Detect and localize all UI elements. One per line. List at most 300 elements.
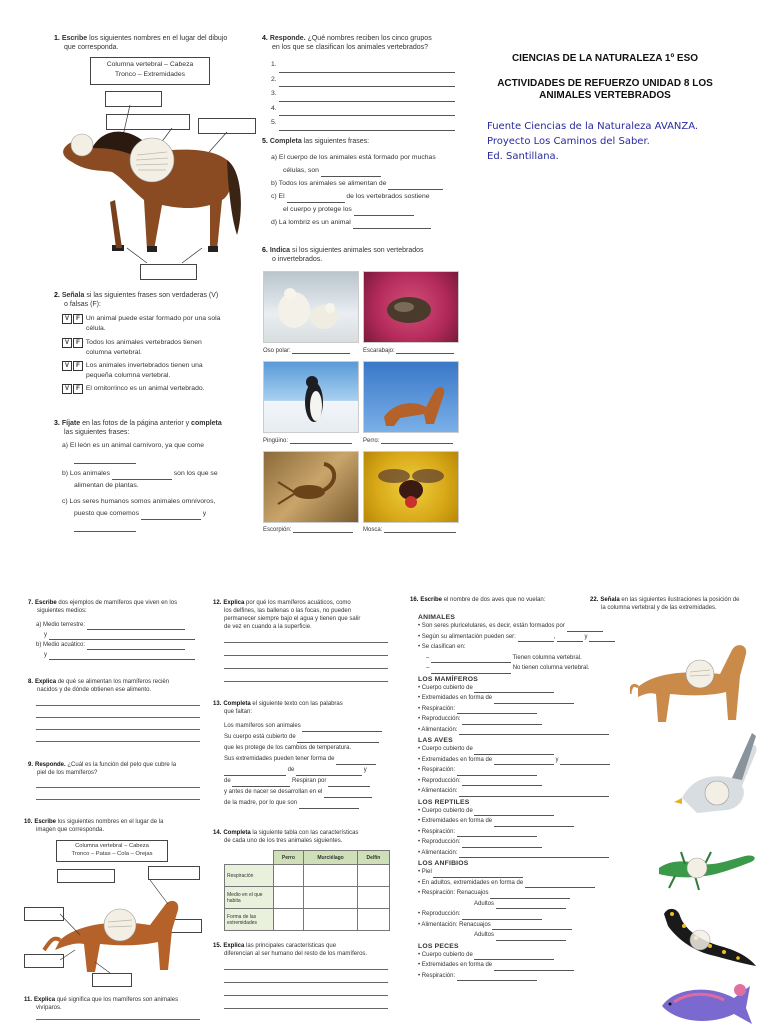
answer-line[interactable]	[36, 717, 200, 718]
caption-beetle	[363, 346, 454, 354]
table-header: Perro	[273, 851, 304, 865]
statement-text-cont: célula.	[86, 325, 106, 332]
page-title: CIENCIAS DE LA NATURALEZA 1º ESO	[511, 53, 699, 64]
question-text: dos ejemplos de mamíferos que viven en los	[56, 600, 178, 606]
question-number: 13.	[213, 701, 222, 707]
false-checkbox[interactable]: F	[73, 314, 83, 324]
question-text: si los siguientes animales son vertebrados	[290, 247, 424, 254]
answer-line[interactable]	[431, 655, 511, 663]
bullet-text: • Reproducción:	[418, 777, 461, 784]
answer-line[interactable]	[494, 963, 574, 971]
section-heading-reptiles: LOS REPTILES	[418, 798, 470, 806]
bullet-text: • Extremidades en forma de	[418, 962, 493, 968]
question-verb: Explica	[223, 600, 245, 606]
caption-text: Escarabajo:	[363, 348, 395, 354]
question-verb: Escribe	[420, 597, 443, 603]
conjunction: y	[44, 652, 47, 658]
caption-text: Mosca:	[363, 527, 383, 533]
q5-sentence-a-cont: células, son	[283, 167, 319, 174]
true-checkbox[interactable]: V	[62, 314, 72, 324]
answer-line[interactable]	[459, 789, 609, 797]
question-number: 15.	[213, 943, 222, 949]
question-6	[262, 246, 467, 264]
question-verb: Señala	[61, 292, 85, 299]
bullet-text: • Piel	[418, 869, 432, 875]
question-verb: Señala	[600, 597, 620, 603]
conjunction: y	[555, 756, 559, 763]
question-verb: Responde.	[35, 762, 66, 768]
caption-dog	[363, 436, 453, 444]
answer-line[interactable]	[87, 642, 185, 650]
question-16	[410, 596, 590, 604]
answer-line[interactable]	[321, 169, 381, 177]
word-box-line2: Tronco – Extremidades	[114, 71, 185, 78]
question-text-cont: los delfines, las ballenas o las focas, no pueden	[224, 608, 352, 614]
answer-line[interactable]	[279, 108, 455, 116]
question-text-cont: la columna vertebral y de las extremidades.	[601, 605, 717, 611]
q4-list	[271, 58, 461, 131]
unit-subtitle-line2: ANIMALES VERTEBRADOS	[539, 90, 671, 101]
table-cell[interactable]	[273, 909, 304, 931]
bullet-text: • Extremidades en forma de	[418, 695, 493, 701]
unit-subtitle-line1: ACTIVIDADES DE REFUERZO UNIDAD 8 LOS	[497, 78, 713, 89]
list-number: 5.	[271, 119, 277, 126]
caption-text: Perro:	[363, 438, 380, 444]
answer-line[interactable]	[431, 666, 511, 674]
section-heading-fish: LOS PECES	[418, 942, 459, 950]
bullet-text: Tienen columna vertebral.	[512, 654, 582, 661]
question-text-cont: en los que se clasifican los animales vertebrados?	[272, 44, 429, 51]
conjunction: y	[44, 632, 47, 638]
answer-line[interactable]	[36, 741, 200, 742]
q5-sentence-d: d) La lombriz es un animal	[271, 219, 351, 226]
bullet-text: • Son seres pluricelulares, es decir, están formados por	[418, 623, 565, 629]
question-text-cont: o falsas (F):	[64, 301, 101, 308]
answer-line[interactable]	[459, 850, 609, 858]
caption-text: Pingüino:	[263, 438, 289, 444]
bullet-text: • Alimentación:	[418, 849, 458, 856]
question-text: las siguientes frases:	[301, 138, 370, 145]
answer-line[interactable]	[496, 901, 566, 909]
answer-line[interactable]	[36, 705, 200, 706]
source-line2: Proyecto Los Caminos del Saber.	[487, 136, 650, 147]
question-verb: Escribe	[34, 819, 57, 825]
table-cell[interactable]	[357, 887, 389, 909]
question-number: 11.	[24, 997, 33, 1003]
conjunction: y	[584, 633, 588, 640]
q5-sentence-c-cont: de los vertebrados sostiene	[346, 193, 430, 200]
dash: –	[426, 665, 430, 671]
table-row-header: Respiración	[225, 865, 274, 887]
answer-line[interactable]	[496, 933, 566, 941]
answer-line[interactable]	[324, 790, 372, 798]
answer-line[interactable]	[492, 922, 572, 930]
answer-line[interactable]	[354, 208, 414, 216]
q13-text	[224, 721, 392, 809]
question-15	[213, 942, 393, 958]
list-number: 3.	[271, 90, 277, 97]
question-14	[213, 829, 393, 845]
question-number: 22.	[590, 597, 599, 603]
question-text-cont: permanecer siempre bajo el agua y tienen que salir	[224, 616, 361, 622]
q13-word: de	[287, 767, 295, 773]
answer-line[interactable]	[381, 436, 453, 444]
list-number: 1.	[271, 61, 277, 68]
question-text: los siguientes nombres en el lugar del dibujo	[87, 35, 228, 42]
question-2	[54, 291, 259, 309]
table-header: Murciélago	[304, 851, 358, 865]
answer-line[interactable]	[141, 512, 201, 520]
bullet-text: • Alimentación: Renacuajos	[418, 921, 491, 928]
statement-text: Los animales invertebrados tienen una	[85, 362, 203, 369]
bullet-text: Adultos	[474, 900, 495, 907]
question-text: por qué los mamíferos acuáticos, como	[244, 600, 351, 606]
answer-line[interactable]	[396, 346, 454, 354]
question-text-cont: las siguientes frases:	[64, 429, 130, 436]
answer-line[interactable]	[36, 787, 200, 788]
answer-line[interactable]	[494, 757, 554, 765]
fly-photo	[363, 451, 459, 523]
table-cell[interactable]	[357, 909, 389, 931]
answer-line[interactable]	[49, 652, 195, 660]
q3-sentence-b-end: alimentan de plantas.	[74, 482, 139, 489]
q3-sentence-c-cont: puesto que comemos	[74, 510, 139, 517]
bullet-text: • Alimentación:	[418, 726, 458, 733]
answer-line[interactable]	[557, 634, 583, 642]
question-text: el nombre de dos aves que no vuelan:	[442, 597, 546, 603]
question-number: 8.	[28, 679, 34, 685]
question-text-cont: o invertebrados.	[272, 256, 323, 263]
scorpion-icon	[264, 452, 358, 522]
answer-line[interactable]	[279, 65, 455, 73]
question-number: 10.	[24, 819, 33, 825]
answer-line[interactable]	[567, 624, 603, 632]
q13-line: Sus extremidades pueden tener forma de	[224, 756, 335, 762]
answer-line[interactable]	[474, 685, 554, 693]
q3-sentence-b: b) Los animales	[62, 470, 110, 477]
q13-line: y antes de nacer se desarrollan en el	[224, 789, 323, 795]
question-text: en las fotos de la página anterior y	[80, 420, 192, 427]
caption-text: Escorpión:	[263, 527, 292, 533]
question-verb-2: completa	[191, 420, 222, 427]
answer-line[interactable]	[462, 840, 542, 848]
fish-illustration	[654, 980, 754, 1024]
answer-line[interactable]	[74, 524, 136, 532]
answer-line[interactable]	[112, 472, 172, 480]
answer-line[interactable]	[457, 768, 537, 776]
caption-polar-bear	[263, 346, 350, 354]
salamander-illustration	[660, 900, 760, 972]
answer-line[interactable]	[74, 456, 136, 464]
question-text-cont: de vez en cuando a la superficie.	[224, 624, 312, 630]
beetle-icon	[364, 272, 458, 342]
answer-line[interactable]	[279, 94, 455, 102]
table-header: Delfín	[357, 851, 389, 865]
tf-statement	[62, 314, 257, 338]
question-text-cont: piel de los mamíferos?	[37, 770, 98, 776]
q3-sentence-b-cont: son los que se	[173, 470, 218, 477]
q3-sentence-c: c) Los seres humanos somos animales omnívoros,	[62, 498, 216, 505]
table-row-header: Forma de las extremidades	[225, 909, 274, 931]
table-cell[interactable]	[304, 865, 358, 887]
question-number: 14.	[213, 830, 222, 836]
caption-scorpion	[263, 525, 353, 533]
question-5	[262, 137, 467, 146]
answer-line[interactable]	[36, 1019, 200, 1020]
question-number: 9.	[28, 762, 34, 768]
source-credit	[487, 119, 698, 164]
answer-line[interactable]	[474, 808, 554, 816]
question-number: 6.	[262, 247, 268, 254]
answer-line[interactable]	[290, 436, 352, 444]
answer-line[interactable]	[293, 525, 353, 533]
answer-line[interactable]	[388, 182, 443, 190]
question-text: las principales características que	[244, 943, 337, 949]
q13-line: Los mamíferos son animales	[224, 723, 301, 729]
question-verb: Explica	[34, 997, 56, 1003]
answer-line[interactable]	[560, 757, 610, 765]
question-verb: Indica	[269, 247, 291, 254]
bullet-text: • Alimentación:	[418, 788, 458, 794]
answer-line[interactable]	[353, 221, 431, 229]
answer-line[interactable]	[462, 778, 542, 786]
question-verb: Completa	[223, 701, 251, 707]
answer-line[interactable]	[279, 79, 455, 87]
answer-line[interactable]	[287, 195, 345, 203]
true-false-list	[62, 314, 257, 400]
polar-bear-photo	[263, 271, 359, 343]
answer-line[interactable]	[457, 973, 537, 981]
answer-line[interactable]	[224, 681, 388, 682]
bullet-text: Adultos	[474, 932, 495, 938]
section-heading-animals: ANIMALES	[418, 614, 456, 621]
answer-line[interactable]	[462, 717, 542, 725]
q5-sentence-c-end: el cuerpo y protege los	[283, 206, 352, 213]
question-8	[28, 678, 208, 694]
question-verb: Completa	[269, 138, 302, 145]
dog-icon	[364, 362, 458, 432]
question-text: los siguientes nombres en el lugar de la	[56, 819, 164, 825]
true-checkbox[interactable]: V	[62, 338, 72, 348]
question-text: ¿Cuál es la función del pelo que cubre la	[65, 762, 177, 768]
bullet-text: • Respiración:	[418, 828, 456, 835]
question-text: qué significa que los mamíferos son animales	[55, 997, 179, 1003]
question-12	[213, 599, 393, 631]
answer-line[interactable]	[36, 799, 200, 800]
statement-text-cont: pequeña columna vertebral.	[86, 372, 171, 379]
question-verb: Escribe	[61, 35, 88, 42]
answer-line[interactable]	[224, 969, 388, 970]
table-cell[interactable]	[357, 865, 389, 887]
bullet-text: • Respiración:	[418, 705, 456, 712]
word-box-line1: Columna vertebral – Cabeza	[75, 843, 149, 849]
answer-line[interactable]	[589, 634, 615, 642]
true-checkbox[interactable]: V	[62, 361, 72, 371]
question-13	[213, 700, 393, 716]
bullet-text: • Respiración:	[418, 767, 456, 773]
answer-line[interactable]	[328, 779, 370, 787]
question-text-cont: que faltan:	[224, 709, 253, 715]
answer-line[interactable]	[494, 819, 574, 827]
question-text: ¿Qué nombres reciben los cinco grupos	[305, 35, 432, 42]
question-text: el siguiente texto con las palabras	[250, 701, 343, 707]
section-heading-birds: LAS AVES	[418, 737, 453, 744]
list-number: 2.	[271, 75, 277, 83]
statement-text-cont: columna vertebral.	[86, 349, 142, 356]
answer-line[interactable]	[457, 829, 537, 837]
question-text-cont: vivíparos.	[36, 1005, 62, 1011]
answer-line[interactable]	[525, 880, 595, 888]
answer-line[interactable]	[299, 801, 359, 809]
answer-line[interactable]	[457, 706, 537, 714]
question-verb: Explica	[223, 943, 245, 949]
question-text-cont: imagen que corresponda.	[36, 827, 105, 833]
question-number: 2.	[54, 292, 60, 299]
question-number: 12.	[213, 600, 222, 606]
question-text: la siguiente tabla con las características	[250, 830, 359, 836]
answer-line[interactable]	[474, 747, 554, 755]
answer-line[interactable]	[297, 735, 379, 743]
question-9	[28, 761, 208, 777]
tf-statement	[62, 338, 257, 361]
answer-line[interactable]	[224, 768, 286, 776]
dog-photo	[363, 361, 459, 433]
answer-line[interactable]	[224, 1008, 388, 1009]
answer-line[interactable]	[224, 642, 388, 643]
answer-line[interactable]	[49, 632, 195, 640]
penguin-icon	[264, 362, 358, 432]
question-text-cont: nacidos y de dónde obtienen ese alimento.	[37, 687, 152, 693]
bullet-text: • Se clasifican en:	[418, 644, 466, 650]
answer-line[interactable]	[296, 768, 362, 776]
bullet-text: • Reproducción:	[418, 839, 461, 845]
answer-line[interactable]	[462, 912, 542, 920]
polar-bear-icon	[264, 272, 358, 342]
question-verb: Completa	[223, 830, 251, 836]
table-cell[interactable]	[304, 887, 358, 909]
answer-line[interactable]	[279, 123, 455, 131]
lizard-illustration	[655, 838, 761, 898]
list-number: 4.	[271, 104, 277, 112]
answer-line[interactable]	[224, 982, 388, 983]
bullet-text: • Reproducción:	[418, 716, 461, 722]
word-box	[90, 57, 210, 85]
q13-line: de la madre, por lo que son	[224, 800, 298, 806]
table-row-header: Medio en el que habita	[225, 887, 274, 909]
table-cell[interactable]	[304, 909, 358, 931]
answer-line[interactable]	[224, 668, 388, 669]
true-checkbox[interactable]: V	[62, 384, 72, 394]
answer-line[interactable]	[232, 779, 290, 787]
bullet-text: • Respiración: Renacuajos	[418, 890, 489, 896]
statement-text: Un animal puede estar formado por una sola	[85, 315, 221, 322]
answer-line[interactable]	[384, 525, 456, 533]
answer-line[interactable]	[518, 634, 554, 642]
tf-statement	[62, 361, 257, 384]
question-3	[54, 419, 259, 437]
question-verb: Explica	[35, 679, 57, 685]
q5-sentence-b: b) Todos los animales se alimentan de	[271, 180, 387, 187]
answer-line[interactable]	[490, 891, 570, 899]
scorpion-photo	[263, 451, 359, 523]
question-text: si las siguientes frases son verdaderas (V)	[84, 292, 219, 299]
answer-line[interactable]	[224, 655, 388, 656]
bullet-text: • En adultos, extremidades en forma de	[418, 879, 524, 886]
bullet-text: • Extremidades en forma de	[418, 756, 493, 763]
classification-summary: ANIMALES • Son seres pluricelulares, es decir, están formados por • Según su alimentación pueden ser: , y • Se clasifican en: – Tienen columna vertebral. – No tienen columna vertebral. LOS MAMÍFEROS • Cuerpo cubierto de • Extremidades en forma de • Respiración: • Reproducción: • Alimentación: LAS AVES • Cuerpo cubierto de • Extremidades en forma de y • Respiración: • Reproducción: • Alimentación: LOS REPTILES • Cuerpo cubierto de • Extremidades en forma de • Respiración: • Reproducción: • Alimentación: LOS ANFIBIOS • Piel • En adultos, extremidades en forma de • Respiración: Renacuajos Adultos • Reproducción: • Alimentación: Renacuajos Adultos LOS PECES • Cuerpo cubierto de • Extremidades en forma de • Respiración:	[418, 614, 633, 981]
question-number: 3.	[54, 420, 60, 427]
false-checkbox[interactable]: F	[73, 361, 83, 371]
q3-sentence-a: a) El león es un animal carnívoro, ya que come	[62, 442, 205, 449]
false-checkbox[interactable]: F	[73, 338, 83, 348]
bullet-text: • Cuerpo cubierto de	[418, 746, 473, 752]
dash: –	[426, 654, 430, 661]
dog-skeleton-illustration	[630, 632, 760, 727]
answer-line[interactable]	[459, 727, 609, 735]
false-checkbox[interactable]: F	[73, 384, 83, 394]
question-text: de qué se alimentan los mamíferos recién	[56, 679, 170, 685]
q13-line: Su cuerpo está cubierto de	[224, 734, 296, 740]
question-verb: Fíjate	[61, 420, 81, 427]
q13-word: Respiran por	[292, 778, 327, 784]
bullet-text: • Cuerpo cubierto de	[418, 684, 473, 691]
unit-subtitle	[470, 78, 740, 102]
source-line1: Fuente Ciencias de la Naturaleza AVANZA.	[487, 121, 699, 132]
table-cell[interactable]	[273, 887, 304, 909]
question-4	[262, 34, 467, 52]
section-heading-amphibians: LOS ANFIBIOS	[418, 860, 469, 867]
bullet-text: • Respiración:	[418, 972, 456, 979]
question-number: 7.	[28, 600, 34, 606]
caption-text: Oso polar:	[263, 348, 291, 354]
question-number: 16.	[410, 597, 419, 603]
q13-line: que les protege de los cambios de temperatura.	[224, 745, 352, 751]
label-answer-box[interactable]	[148, 866, 200, 880]
bullet-text: • Reproducción:	[418, 911, 461, 917]
statement-text: El ornitorrinco es un animal vertebrado.	[85, 385, 205, 392]
answer-line[interactable]	[292, 346, 350, 354]
q5-sentence-c: c) El	[271, 193, 285, 200]
question-22	[590, 596, 766, 612]
horse-illustration	[52, 100, 252, 270]
question-number: 5.	[262, 138, 268, 145]
answer-line[interactable]	[224, 995, 388, 996]
answer-line[interactable]	[494, 696, 574, 704]
question-text: en las siguientes ilustraciones la posición de	[619, 597, 740, 603]
q13-word: de	[224, 778, 231, 784]
penguin-photo	[263, 361, 359, 433]
caption-fly	[363, 525, 456, 533]
question-text-cont: que corresponda.	[64, 44, 119, 51]
conjunction: y	[363, 767, 367, 773]
q3-sentence-c-and: y	[202, 510, 207, 517]
tf-statement	[62, 384, 257, 400]
answer-line[interactable]	[474, 952, 554, 960]
question-number: 1.	[54, 35, 60, 42]
answer-line[interactable]	[87, 622, 185, 630]
answer-line[interactable]	[302, 724, 382, 732]
answer-line[interactable]	[36, 729, 200, 730]
source-line3: Ed. Santillana.	[487, 151, 559, 162]
q5-sentence-a: a) El cuerpo de los animales está formado por muchas	[271, 154, 436, 161]
bullet-text: No tienen columna vertebral.	[512, 665, 590, 671]
question-verb: Responde.	[269, 35, 306, 42]
answer-line[interactable]	[433, 870, 523, 878]
table-cell[interactable]	[273, 865, 304, 887]
question-10	[24, 818, 209, 834]
question-text-cont: siguientes medios:	[37, 608, 87, 614]
answer-line[interactable]	[336, 757, 376, 765]
